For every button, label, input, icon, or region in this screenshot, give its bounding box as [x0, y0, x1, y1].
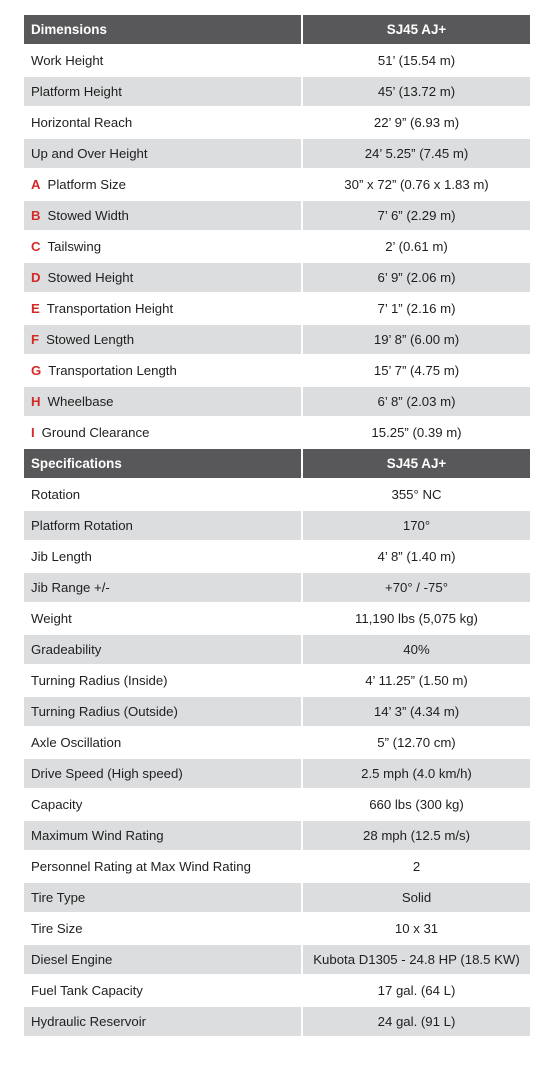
specifications-header-model: SJ45 AJ+ [303, 449, 530, 478]
table-row [24, 170, 530, 199]
diagram-letter: G [31, 363, 42, 378]
row-label: Gradeability [31, 642, 102, 657]
table-row [24, 356, 530, 385]
specifications-header-row [24, 449, 530, 478]
table-row [24, 945, 530, 974]
table-row [24, 759, 530, 788]
diagram-letter: B [31, 208, 41, 223]
table-row [24, 139, 530, 168]
row-label: Transportation Height [46, 301, 174, 316]
row-label-cell [24, 294, 301, 323]
row-value: 170° [303, 511, 530, 540]
row-value: 5” (12.70 cm) [377, 735, 456, 750]
row-label-cell [24, 821, 301, 850]
row-label-cell [24, 418, 301, 447]
table-row [24, 77, 530, 106]
table-row [24, 232, 530, 261]
table-row [24, 1007, 530, 1036]
row-value: 2’ (0.61 m) [385, 239, 448, 254]
row-value: 7’ 6” (2.29 m) [303, 201, 530, 230]
row-label-cell [24, 387, 301, 416]
table-row [24, 604, 530, 633]
row-label-cell [24, 728, 301, 757]
table-row [24, 542, 530, 571]
diagram-letter: F [31, 332, 40, 347]
row-label: Tailswing [47, 239, 102, 254]
row-label: Jib Range +/- [31, 580, 110, 595]
row-value: 6’ 9” (2.06 m) [303, 263, 530, 292]
table-row [24, 666, 530, 695]
table-row [24, 201, 530, 230]
row-value: 28 mph (12.5 m/s) [303, 821, 530, 850]
row-label-cell [24, 759, 301, 788]
row-label-cell [24, 77, 301, 106]
row-value: Solid [303, 883, 530, 912]
row-label-cell [24, 1007, 301, 1036]
row-label-cell [24, 139, 301, 168]
spec-table [24, 15, 530, 1038]
diagram-letter: D [31, 270, 41, 285]
table-row [24, 852, 530, 881]
row-label: Personnel Rating at Max Wind Rating [31, 859, 251, 874]
row-value: 15.25” (0.39 m) [371, 425, 462, 440]
row-value: 19’ 8” (6.00 m) [303, 325, 530, 354]
row-label: Stowed Length [46, 332, 135, 347]
table-row [24, 821, 530, 850]
row-label-cell [24, 232, 301, 261]
row-label: Rotation [31, 487, 81, 502]
row-value: 7’ 1” (2.16 m) [377, 301, 456, 316]
row-value: 10 x 31 [394, 921, 439, 936]
specifications-rows [24, 480, 530, 1036]
row-label-cell [24, 511, 301, 540]
row-label-cell [24, 976, 301, 1005]
row-label-cell [24, 480, 301, 509]
row-value: 45’ (13.72 m) [303, 77, 530, 106]
row-value: 2.5 mph (4.0 km/h) [303, 759, 530, 788]
diagram-letter: A [31, 177, 41, 192]
row-label: Horizontal Reach [31, 115, 133, 130]
specifications-header-label: Specifications [24, 449, 301, 478]
table-row [24, 635, 530, 664]
row-label: Tire Type [31, 890, 86, 905]
diagram-letter: H [31, 394, 41, 409]
row-value: 40% [303, 635, 530, 664]
row-label: Axle Oscillation [31, 735, 122, 750]
table-row [24, 480, 530, 509]
table-row [24, 728, 530, 757]
row-label: Work Height [31, 53, 104, 68]
row-label: Stowed Width [47, 208, 129, 223]
row-label: Fuel Tank Capacity [31, 983, 143, 998]
row-value: 24’ 5.25” (7.45 m) [303, 139, 530, 168]
row-label-cell [24, 635, 301, 664]
row-label: Turning Radius (Inside) [31, 673, 168, 688]
row-value: 11,190 lbs (5,075 kg) [355, 611, 478, 626]
diagram-letter: E [31, 301, 40, 316]
row-label: Turning Radius (Outside) [31, 704, 178, 719]
row-value: 2 [412, 859, 421, 874]
row-label-cell [24, 201, 301, 230]
row-label-cell [24, 170, 301, 199]
row-label-cell [24, 356, 301, 385]
row-label-cell [24, 697, 301, 726]
dimensions-header-label: Dimensions [24, 15, 301, 44]
row-value: 22’ 9” (6.93 m) [373, 115, 460, 130]
row-label: Transportation Length [48, 363, 177, 378]
row-label-cell [24, 883, 301, 912]
row-label: Platform Size [47, 177, 126, 192]
dimensions-header-row [24, 15, 530, 44]
row-label-cell [24, 790, 301, 819]
table-row [24, 511, 530, 540]
row-label-cell [24, 945, 301, 974]
table-row [24, 108, 530, 137]
diagram-letter: I [31, 425, 35, 440]
row-label: Weight [31, 611, 72, 626]
row-label: Capacity [31, 797, 83, 812]
row-label: Diesel Engine [31, 952, 113, 967]
table-row [24, 883, 530, 912]
row-label-cell [24, 108, 301, 137]
row-label: Platform Rotation [31, 518, 133, 533]
dimensions-rows [24, 46, 530, 447]
row-label: Stowed Height [47, 270, 134, 285]
row-label-cell [24, 852, 301, 881]
table-row [24, 387, 530, 416]
row-value: 6’ 8” (2.03 m) [303, 387, 530, 416]
row-label-cell [24, 542, 301, 571]
row-label-cell [24, 263, 301, 292]
row-value: 17 gal. (64 L) [377, 983, 456, 998]
row-label-cell [24, 666, 301, 695]
row-label-cell [24, 604, 301, 633]
row-value: Kubota D1305 - 24.8 HP (18.5 KW) [303, 945, 530, 974]
row-label: Hydraulic Reservoir [31, 1014, 147, 1029]
row-label: Up and Over Height [31, 146, 148, 161]
row-value: 4’ 8” (1.40 m) [377, 549, 456, 564]
table-row [24, 263, 530, 292]
row-value: 4’ 11.25” (1.50 m) [365, 673, 468, 688]
row-label: Maximum Wind Rating [31, 828, 164, 843]
row-label-cell [24, 573, 301, 602]
row-value: 660 lbs (300 kg) [369, 797, 464, 812]
table-row [24, 976, 530, 1005]
row-value: 15’ 7” (4.75 m) [373, 363, 460, 378]
row-label: Jib Length [31, 549, 92, 564]
table-row [24, 294, 530, 323]
row-label: Tire Size [31, 921, 83, 936]
table-row [24, 46, 530, 75]
row-value: +70° / -75° [303, 573, 530, 602]
table-row [24, 418, 530, 447]
row-label-cell [24, 46, 301, 75]
row-value: 24 gal. (91 L) [303, 1007, 530, 1036]
row-label-cell [24, 914, 301, 943]
row-value: 30” x 72” (0.76 x 1.83 m) [344, 177, 489, 192]
row-label: Wheelbase [47, 394, 114, 409]
row-value: 355° NC [391, 487, 442, 502]
row-label: Drive Speed (High speed) [31, 766, 183, 781]
row-label-cell [24, 325, 301, 354]
row-label: Platform Height [31, 84, 122, 99]
row-value: 14’ 3” (4.34 m) [303, 697, 530, 726]
table-row [24, 790, 530, 819]
diagram-letter: C [31, 239, 41, 254]
table-row [24, 697, 530, 726]
table-row [24, 325, 530, 354]
table-row [24, 914, 530, 943]
row-label: Ground Clearance [41, 425, 150, 440]
table-row [24, 573, 530, 602]
dimensions-header-model: SJ45 AJ+ [303, 15, 530, 44]
row-value: 51’ (15.54 m) [377, 53, 456, 68]
